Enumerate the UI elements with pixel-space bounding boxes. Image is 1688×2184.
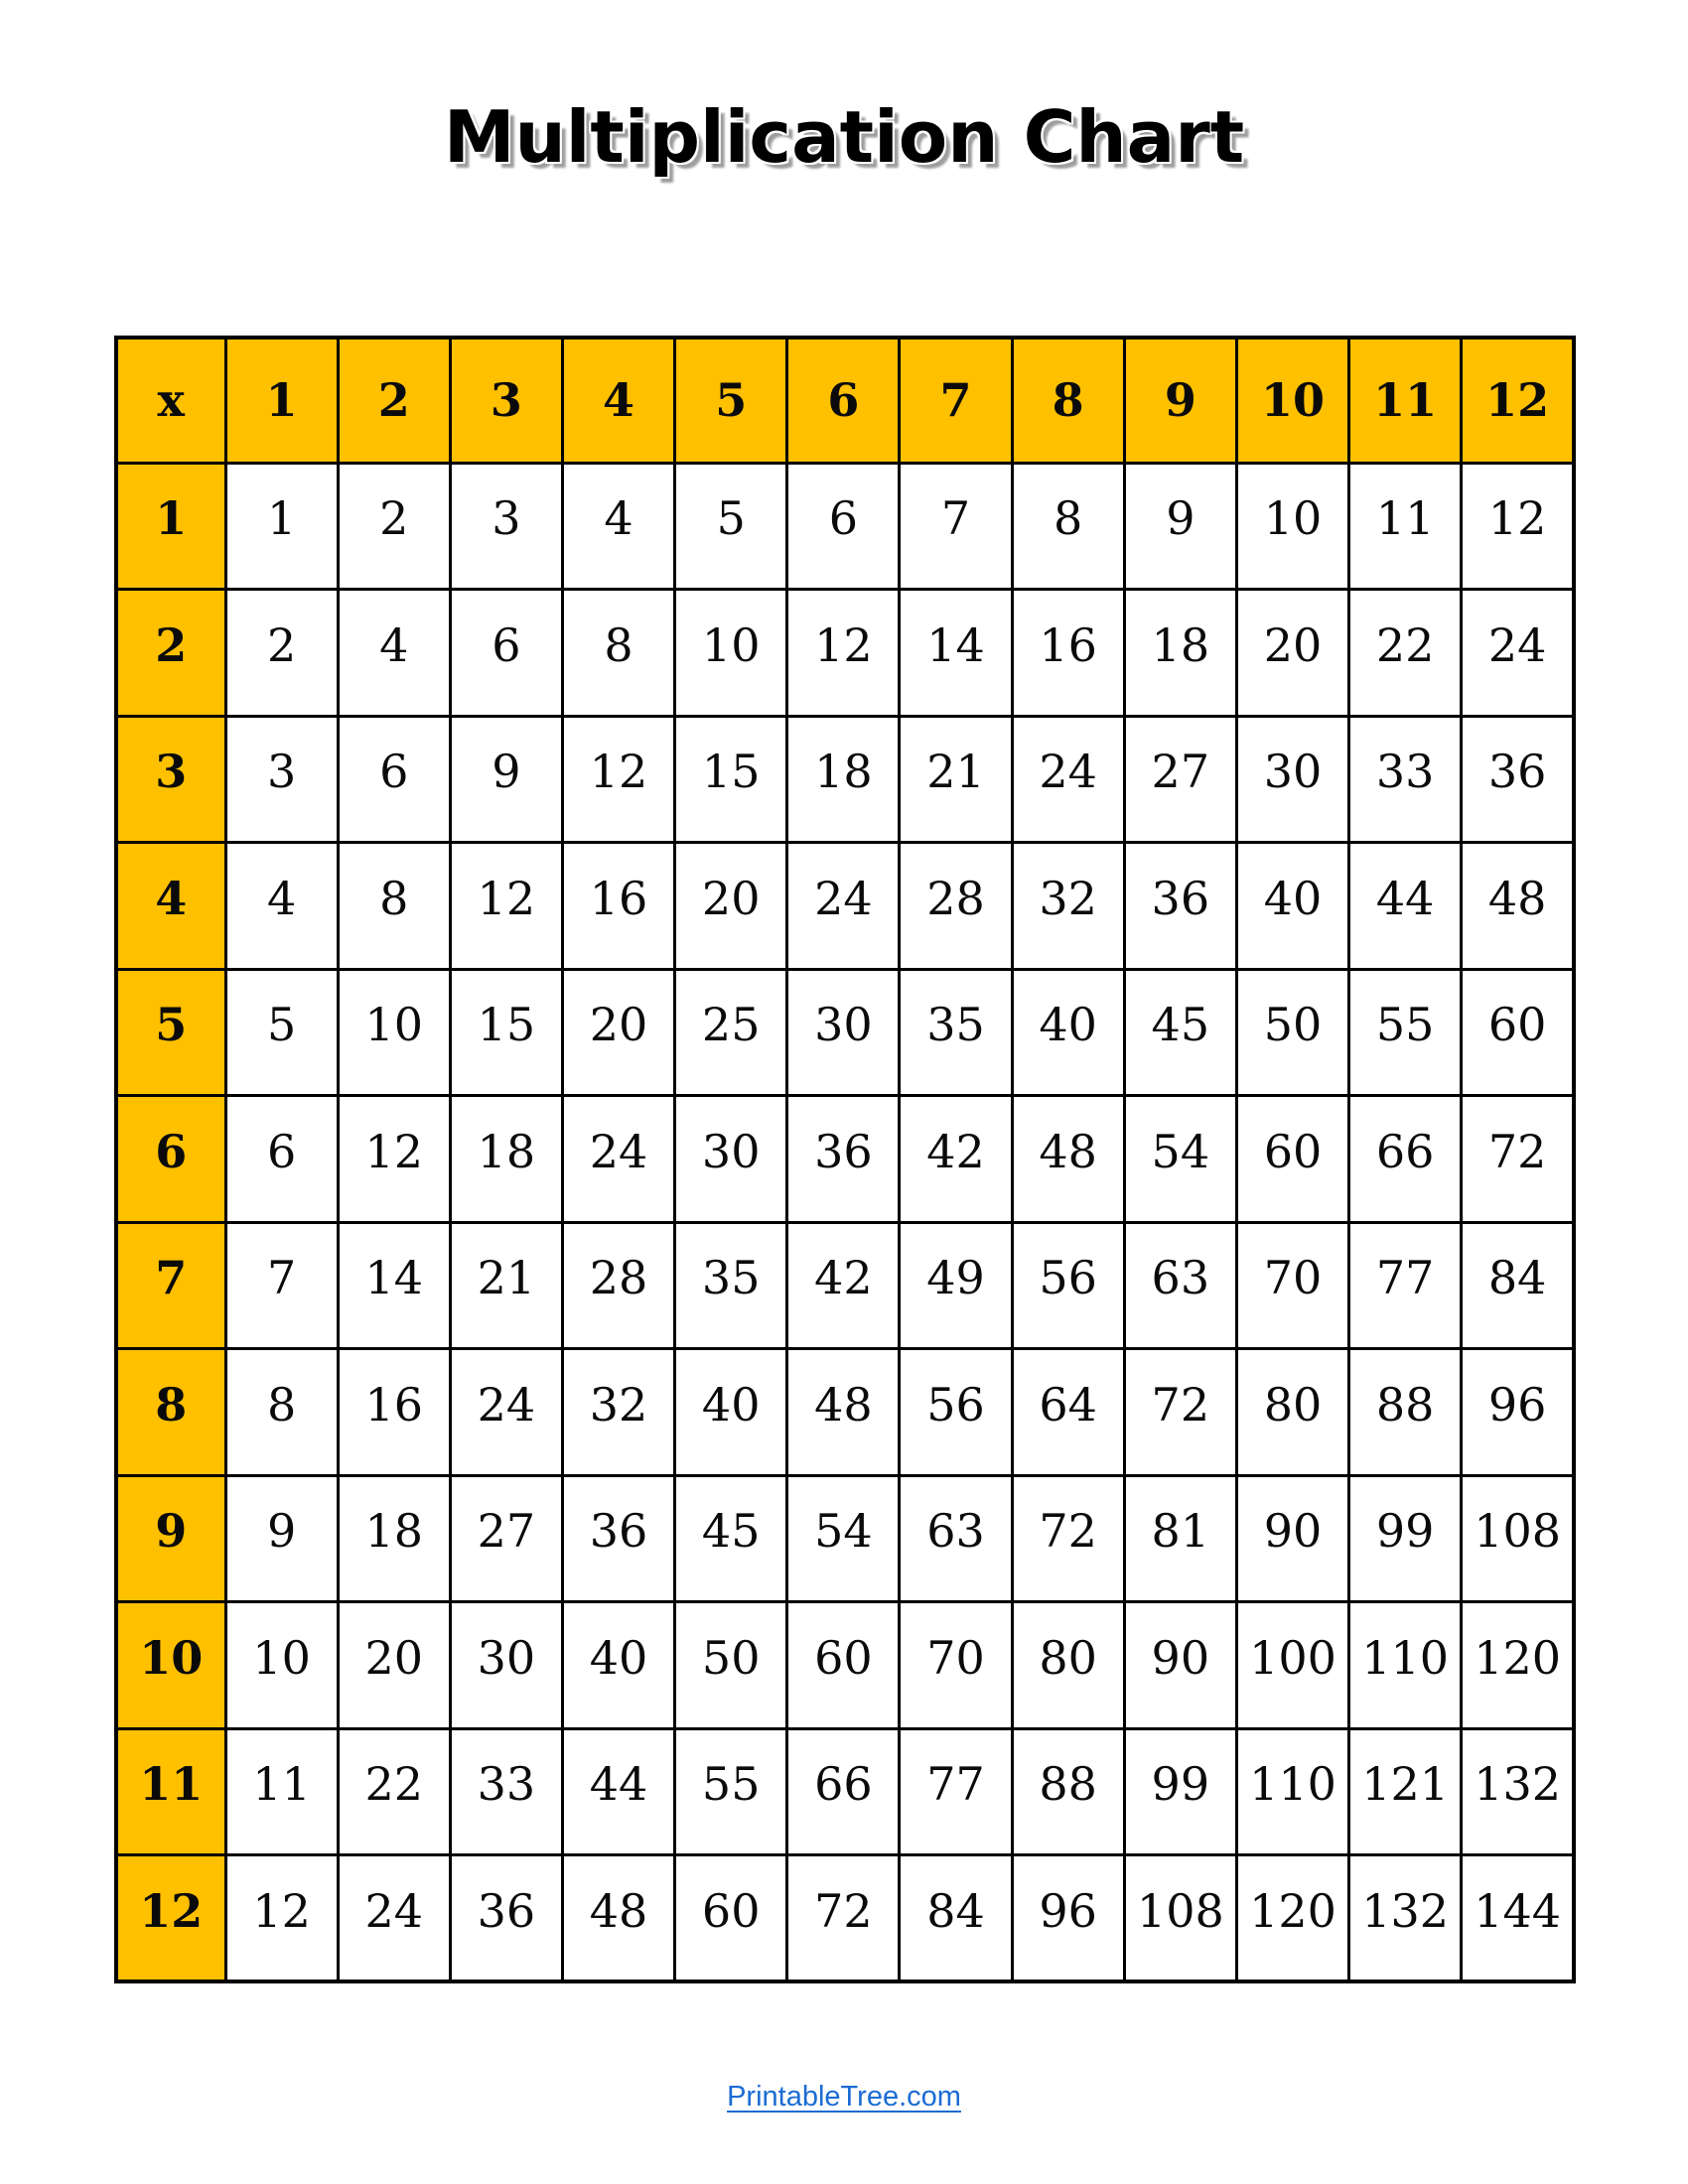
product-cell-6x6: 36 (787, 1096, 900, 1223)
product-cell-1x11: 11 (1349, 463, 1462, 590)
product-cell-3x2: 6 (338, 716, 450, 843)
product-cell-2x9: 18 (1124, 590, 1236, 717)
product-cell-11x5: 55 (675, 1728, 787, 1855)
product-cell-7x6: 42 (787, 1222, 900, 1349)
product-cell-9x3: 27 (450, 1475, 562, 1602)
product-cell-9x5: 45 (675, 1475, 787, 1602)
table-body (116, 463, 1574, 1981)
product-cell-2x2: 4 (338, 590, 450, 717)
product-cell-11x2: 22 (338, 1728, 450, 1855)
product-cell-8x5: 40 (675, 1349, 787, 1476)
product-cell-12x5: 60 (675, 1855, 787, 1982)
column-header-10: 10 (1236, 338, 1348, 463)
row-header-4: 4 (116, 843, 225, 970)
product-cell-12x6: 72 (787, 1855, 900, 1982)
product-cell-7x11: 77 (1349, 1222, 1462, 1349)
product-cell-4x2: 8 (338, 843, 450, 970)
product-cell-5x2: 10 (338, 969, 450, 1096)
product-cell-7x12: 84 (1462, 1222, 1574, 1349)
product-cell-2x6: 12 (787, 590, 900, 717)
product-cell-8x1: 8 (225, 1349, 338, 1476)
product-cell-5x1: 5 (225, 969, 338, 1096)
table-row-3 (116, 716, 1574, 843)
column-header-1: 1 (225, 338, 338, 463)
product-cell-2x3: 6 (450, 590, 562, 717)
product-cell-10x9: 90 (1124, 1602, 1236, 1729)
product-cell-2x5: 10 (675, 590, 787, 717)
column-header-9: 9 (1124, 338, 1236, 463)
product-cell-4x5: 20 (675, 843, 787, 970)
product-cell-4x6: 24 (787, 843, 900, 970)
table-row-1 (116, 463, 1574, 590)
row-header-8: 8 (116, 1349, 225, 1476)
product-cell-5x8: 40 (1012, 969, 1124, 1096)
product-cell-12x2: 24 (338, 1855, 450, 1982)
product-cell-4x10: 40 (1236, 843, 1348, 970)
product-cell-9x11: 99 (1349, 1475, 1462, 1602)
product-cell-6x1: 6 (225, 1096, 338, 1223)
product-cell-10x11: 110 (1349, 1602, 1462, 1729)
table-row-8 (116, 1349, 1574, 1476)
product-cell-2x10: 20 (1236, 590, 1348, 717)
product-cell-9x9: 81 (1124, 1475, 1236, 1602)
product-cell-10x5: 50 (675, 1602, 787, 1729)
product-cell-6x3: 18 (450, 1096, 562, 1223)
table-row-5 (116, 969, 1574, 1096)
product-cell-11x1: 11 (225, 1728, 338, 1855)
product-cell-7x7: 49 (900, 1222, 1012, 1349)
page-title: Multiplication Chart (443, 95, 1245, 179)
product-cell-10x7: 70 (900, 1602, 1012, 1729)
column-header-8: 8 (1012, 338, 1124, 463)
product-cell-3x10: 30 (1236, 716, 1348, 843)
column-header-2: 2 (338, 338, 450, 463)
product-cell-8x4: 32 (562, 1349, 674, 1476)
product-cell-10x4: 40 (562, 1602, 674, 1729)
product-cell-2x8: 16 (1012, 590, 1124, 717)
product-cell-1x3: 3 (450, 463, 562, 590)
product-cell-2x1: 2 (225, 590, 338, 717)
product-cell-11x12: 132 (1462, 1728, 1574, 1855)
product-cell-11x6: 66 (787, 1728, 900, 1855)
row-header-3: 3 (116, 716, 225, 843)
column-header-6: 6 (787, 338, 900, 463)
corner-cell-x: x (116, 338, 225, 463)
product-cell-9x12: 108 (1462, 1475, 1574, 1602)
product-cell-7x1: 7 (225, 1222, 338, 1349)
product-cell-4x1: 4 (225, 843, 338, 970)
row-header-11: 11 (116, 1728, 225, 1855)
product-cell-8x11: 88 (1349, 1349, 1462, 1476)
product-cell-8x9: 72 (1124, 1349, 1236, 1476)
product-cell-11x11: 121 (1349, 1728, 1462, 1855)
product-cell-11x3: 33 (450, 1728, 562, 1855)
table-header (116, 338, 1574, 463)
product-cell-9x4: 36 (562, 1475, 674, 1602)
product-cell-11x10: 110 (1236, 1728, 1348, 1855)
product-cell-6x11: 66 (1349, 1096, 1462, 1223)
product-cell-1x5: 5 (675, 463, 787, 590)
product-cell-12x8: 96 (1012, 1855, 1124, 1982)
multiplication-table-container (114, 336, 1576, 1983)
product-cell-2x12: 24 (1462, 590, 1574, 717)
table-row-11 (116, 1728, 1574, 1855)
product-cell-3x12: 36 (1462, 716, 1574, 843)
product-cell-1x12: 12 (1462, 463, 1574, 590)
product-cell-9x7: 63 (900, 1475, 1012, 1602)
product-cell-9x8: 72 (1012, 1475, 1124, 1602)
product-cell-8x2: 16 (338, 1349, 450, 1476)
product-cell-1x9: 9 (1124, 463, 1236, 590)
product-cell-2x4: 8 (562, 590, 674, 717)
product-cell-12x3: 36 (450, 1855, 562, 1982)
product-cell-5x4: 20 (562, 969, 674, 1096)
product-cell-3x1: 3 (225, 716, 338, 843)
product-cell-1x6: 6 (787, 463, 900, 590)
product-cell-10x6: 60 (787, 1602, 900, 1729)
product-cell-3x4: 12 (562, 716, 674, 843)
product-cell-5x5: 25 (675, 969, 787, 1096)
product-cell-1x2: 2 (338, 463, 450, 590)
table-row-4 (116, 843, 1574, 970)
product-cell-7x10: 70 (1236, 1222, 1348, 1349)
product-cell-4x4: 16 (562, 843, 674, 970)
product-cell-12x1: 12 (225, 1855, 338, 1982)
product-cell-11x7: 77 (900, 1728, 1012, 1855)
product-cell-10x3: 30 (450, 1602, 562, 1729)
product-cell-8x12: 96 (1462, 1349, 1574, 1476)
row-header-7: 7 (116, 1222, 225, 1349)
product-cell-5x3: 15 (450, 969, 562, 1096)
product-cell-7x5: 35 (675, 1222, 787, 1349)
product-cell-11x9: 99 (1124, 1728, 1236, 1855)
row-header-5: 5 (116, 969, 225, 1096)
product-cell-10x12: 120 (1462, 1602, 1574, 1729)
footer-link[interactable]: PrintableTree.com (727, 2081, 961, 2113)
product-cell-6x2: 12 (338, 1096, 450, 1223)
row-header-10: 10 (116, 1602, 225, 1729)
product-cell-4x9: 36 (1124, 843, 1236, 970)
product-cell-6x8: 48 (1012, 1096, 1124, 1223)
row-header-12: 12 (116, 1855, 225, 1982)
row-header-9: 9 (116, 1475, 225, 1602)
product-cell-7x4: 28 (562, 1222, 674, 1349)
product-cell-9x6: 54 (787, 1475, 900, 1602)
product-cell-1x8: 8 (1012, 463, 1124, 590)
column-header-11: 11 (1349, 338, 1462, 463)
product-cell-11x8: 88 (1012, 1728, 1124, 1855)
row-header-2: 2 (116, 590, 225, 717)
column-header-7: 7 (900, 338, 1012, 463)
column-header-12: 12 (1462, 338, 1574, 463)
product-cell-12x7: 84 (900, 1855, 1012, 1982)
table-row-12 (116, 1855, 1574, 1982)
product-cell-8x10: 80 (1236, 1349, 1348, 1476)
product-cell-10x10: 100 (1236, 1602, 1348, 1729)
product-cell-12x10: 120 (1236, 1855, 1348, 1982)
product-cell-10x1: 10 (225, 1602, 338, 1729)
product-cell-5x7: 35 (900, 969, 1012, 1096)
product-cell-6x7: 42 (900, 1096, 1012, 1223)
product-cell-1x7: 7 (900, 463, 1012, 590)
product-cell-5x9: 45 (1124, 969, 1236, 1096)
product-cell-5x12: 60 (1462, 969, 1574, 1096)
product-cell-10x8: 80 (1012, 1602, 1124, 1729)
product-cell-11x4: 44 (562, 1728, 674, 1855)
table-row-7 (116, 1222, 1574, 1349)
column-header-4: 4 (562, 338, 674, 463)
product-cell-3x9: 27 (1124, 716, 1236, 843)
header-row (116, 338, 1574, 463)
product-cell-12x12: 144 (1462, 1855, 1574, 1982)
footer (0, 2081, 1688, 2114)
product-cell-4x11: 44 (1349, 843, 1462, 970)
product-cell-3x8: 24 (1012, 716, 1124, 843)
product-cell-2x11: 22 (1349, 590, 1462, 717)
product-cell-7x8: 56 (1012, 1222, 1124, 1349)
product-cell-4x7: 28 (900, 843, 1012, 970)
row-header-1: 1 (116, 463, 225, 590)
product-cell-7x9: 63 (1124, 1222, 1236, 1349)
product-cell-7x2: 14 (338, 1222, 450, 1349)
product-cell-1x10: 10 (1236, 463, 1348, 590)
column-header-3: 3 (450, 338, 562, 463)
multiplication-table (114, 336, 1576, 1983)
column-header-5: 5 (675, 338, 787, 463)
product-cell-8x6: 48 (787, 1349, 900, 1476)
product-cell-5x10: 50 (1236, 969, 1348, 1096)
product-cell-4x3: 12 (450, 843, 562, 970)
product-cell-6x5: 30 (675, 1096, 787, 1223)
product-cell-1x1: 1 (225, 463, 338, 590)
product-cell-6x4: 24 (562, 1096, 674, 1223)
product-cell-1x4: 4 (562, 463, 674, 590)
product-cell-8x3: 24 (450, 1349, 562, 1476)
product-cell-6x9: 54 (1124, 1096, 1236, 1223)
product-cell-4x8: 32 (1012, 843, 1124, 970)
product-cell-9x2: 18 (338, 1475, 450, 1602)
product-cell-6x12: 72 (1462, 1096, 1574, 1223)
product-cell-3x7: 21 (900, 716, 1012, 843)
product-cell-5x11: 55 (1349, 969, 1462, 1096)
product-cell-8x7: 56 (900, 1349, 1012, 1476)
product-cell-3x6: 18 (787, 716, 900, 843)
product-cell-4x12: 48 (1462, 843, 1574, 970)
product-cell-6x10: 60 (1236, 1096, 1348, 1223)
product-cell-3x11: 33 (1349, 716, 1462, 843)
product-cell-12x11: 132 (1349, 1855, 1462, 1982)
product-cell-9x1: 9 (225, 1475, 338, 1602)
product-cell-10x2: 20 (338, 1602, 450, 1729)
product-cell-3x3: 9 (450, 716, 562, 843)
product-cell-7x3: 21 (450, 1222, 562, 1349)
product-cell-12x4: 48 (562, 1855, 674, 1982)
row-header-6: 6 (116, 1096, 225, 1223)
table-row-10 (116, 1602, 1574, 1729)
product-cell-12x9: 108 (1124, 1855, 1236, 1982)
product-cell-2x7: 14 (900, 590, 1012, 717)
product-cell-3x5: 15 (675, 716, 787, 843)
product-cell-9x10: 90 (1236, 1475, 1348, 1602)
table-row-9 (116, 1475, 1574, 1602)
table-row-2 (116, 590, 1574, 717)
table-row-6 (116, 1096, 1574, 1223)
product-cell-8x8: 64 (1012, 1349, 1124, 1476)
product-cell-5x6: 30 (787, 969, 900, 1096)
